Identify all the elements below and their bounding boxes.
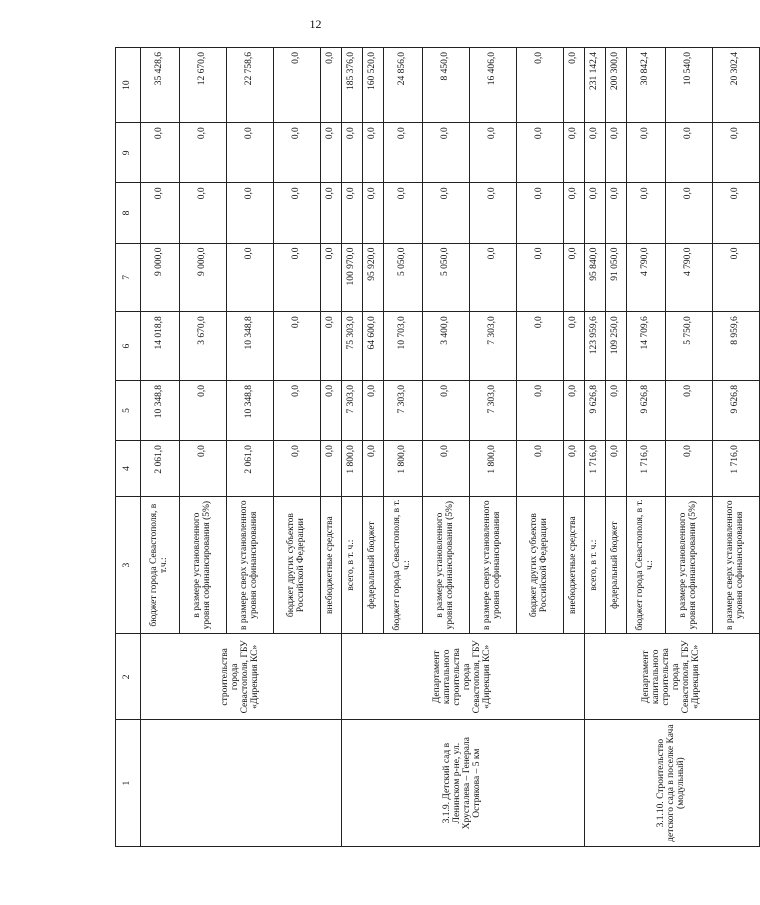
amount-cell: 0,0 — [342, 123, 363, 183]
amount-cell: 3 400,0 — [423, 312, 470, 381]
amount-cell: 0,0 — [321, 441, 342, 497]
funding-source-cell: бюджет города Севастополя, в т.ч.: — [141, 496, 180, 633]
amount-cell: 0,0 — [227, 183, 274, 243]
amount-cell: 0,0 — [713, 183, 760, 243]
amount-cell: 0,0 — [141, 183, 180, 243]
amount-cell: 0,0 — [180, 441, 227, 497]
amount-cell: 4 790,0 — [627, 243, 666, 312]
header-cell: 8 — [116, 183, 141, 243]
header-cell: 6 — [116, 312, 141, 381]
amount-cell: 9 626,8 — [627, 380, 666, 440]
amount-cell: 2 061,0 — [227, 441, 274, 497]
amount-cell: 5 050,0 — [384, 243, 423, 312]
amount-cell: 5 750,0 — [666, 312, 713, 381]
funding-source-cell: внебюджетные средства — [564, 496, 585, 633]
funding-source-cell: в размере установленного уровня софинансирования (5%) — [666, 496, 713, 633]
amount-cell: 7 303,0 — [384, 380, 423, 440]
amount-cell: 0,0 — [666, 380, 713, 440]
table-row — [141, 48, 180, 847]
amount-cell: 0,0 — [606, 123, 627, 183]
funding-source-cell: бюджет города Севастополя, в т. ч.: — [627, 496, 666, 633]
amount-cell: 0,0 — [564, 312, 585, 381]
amount-cell: 0,0 — [564, 380, 585, 440]
amount-cell: 35 428,6 — [141, 48, 180, 123]
amount-cell: 0,0 — [423, 123, 470, 183]
financing-table — [115, 47, 760, 847]
amount-cell: 231 142,4 — [585, 48, 606, 123]
amount-cell: 0,0 — [517, 380, 564, 440]
amount-cell: 0,0 — [423, 183, 470, 243]
header-cell: 1 — [116, 720, 141, 847]
page-number: 12 — [309, 17, 322, 31]
amount-cell: 0,0 — [517, 123, 564, 183]
rotated-table-frame — [115, 47, 745, 847]
amount-cell: 0,0 — [363, 441, 384, 497]
funding-source-cell: всего, в т. ч.: — [342, 496, 363, 633]
amount-cell: 10 348,8 — [141, 380, 180, 440]
amount-cell: 91 050,0 — [606, 243, 627, 312]
amount-cell: 0,0 — [227, 243, 274, 312]
amount-cell: 0,0 — [606, 183, 627, 243]
header-cell: 2 — [116, 634, 141, 720]
amount-cell: 1 716,0 — [713, 441, 760, 497]
amount-cell: 0,0 — [274, 123, 321, 183]
amount-cell: 0,0 — [180, 123, 227, 183]
amount-cell: 0,0 — [141, 123, 180, 183]
funding-source-cell: бюджет города Севастополя, в т. ч.: — [384, 496, 423, 633]
funding-source-cell: в размере сверх установленного уровня софинансирования — [713, 496, 760, 633]
amount-cell: 0,0 — [384, 123, 423, 183]
amount-cell: 0,0 — [321, 123, 342, 183]
measure-name-cell — [141, 720, 342, 847]
funding-source-cell: в размере сверх установленного уровня софинансирования — [470, 496, 517, 633]
executor-cell: Департамент капитального строительства города Севастополя, ГБУ «Дирекция КС» — [342, 634, 585, 720]
amount-cell: 0,0 — [666, 441, 713, 497]
amount-cell: 0,0 — [321, 48, 342, 123]
amount-cell: 100 970,0 — [342, 243, 363, 312]
amount-cell: 0,0 — [470, 243, 517, 312]
amount-cell: 0,0 — [606, 441, 627, 497]
amount-cell: 7 303,0 — [470, 312, 517, 381]
amount-cell: 0,0 — [517, 48, 564, 123]
amount-cell: 9 000,0 — [141, 243, 180, 312]
amount-cell: 9 626,8 — [585, 380, 606, 440]
amount-cell: 1 800,0 — [342, 441, 363, 497]
amount-cell: 0,0 — [627, 183, 666, 243]
amount-cell: 1 716,0 — [627, 441, 666, 497]
table-body — [141, 48, 760, 847]
amount-cell: 1 716,0 — [585, 441, 606, 497]
amount-cell: 22 758,6 — [227, 48, 274, 123]
amount-cell: 20 302,4 — [713, 48, 760, 123]
amount-cell: 10 703,0 — [384, 312, 423, 381]
table-row — [342, 48, 363, 847]
amount-cell: 10 348,8 — [227, 312, 274, 381]
amount-cell: 0,0 — [274, 48, 321, 123]
amount-cell: 0,0 — [564, 243, 585, 312]
header-cell: 4 — [116, 441, 141, 497]
amount-cell: 5 050,0 — [423, 243, 470, 312]
amount-cell: 0,0 — [363, 123, 384, 183]
amount-cell: 0,0 — [517, 441, 564, 497]
amount-cell: 0,0 — [363, 380, 384, 440]
amount-cell: 0,0 — [321, 243, 342, 312]
funding-source-cell: в размере сверх установленного уровня софинансирования — [227, 496, 274, 633]
amount-cell: 0,0 — [274, 183, 321, 243]
amount-cell: 12 670,0 — [180, 48, 227, 123]
header-cell: 9 — [116, 123, 141, 183]
funding-source-cell: в размере установленного уровня софинансирования (5%) — [423, 496, 470, 633]
amount-cell: 0,0 — [564, 48, 585, 123]
amount-cell: 14 709,6 — [627, 312, 666, 381]
amount-cell: 0,0 — [606, 380, 627, 440]
amount-cell: 0,0 — [180, 380, 227, 440]
amount-cell: 0,0 — [321, 380, 342, 440]
amount-cell: 0,0 — [517, 312, 564, 381]
amount-cell: 7 303,0 — [342, 380, 363, 440]
executor-cell: строительства города Севастополя, ГБУ «Дирекция КС» — [141, 634, 342, 720]
amount-cell: 16 406,0 — [470, 48, 517, 123]
amount-cell: 75 303,0 — [342, 312, 363, 381]
amount-cell: 95 920,0 — [363, 243, 384, 312]
amount-cell: 8 450,0 — [423, 48, 470, 123]
amount-cell: 2 061,0 — [141, 441, 180, 497]
header-row — [116, 48, 141, 847]
amount-cell: 0,0 — [627, 123, 666, 183]
amount-cell: 0,0 — [470, 183, 517, 243]
amount-cell: 9 626,8 — [713, 380, 760, 440]
amount-cell: 24 856,0 — [384, 48, 423, 123]
amount-cell: 185 376,0 — [342, 48, 363, 123]
amount-cell: 0,0 — [564, 123, 585, 183]
amount-cell: 200 300,0 — [606, 48, 627, 123]
amount-cell: 0,0 — [423, 380, 470, 440]
table-row — [585, 48, 606, 847]
amount-cell: 0,0 — [384, 183, 423, 243]
amount-cell: 0,0 — [321, 183, 342, 243]
amount-cell: 64 600,0 — [363, 312, 384, 381]
measure-name-cell: 3.1.9. Детский сад в Ленинском р-не, ул. Хрусталева – Генерала Острякова – 5 км — [342, 720, 585, 847]
executor-cell: Департамент капитального строительства города Севастополя, ГБУ «Дирекция КС» — [585, 634, 760, 720]
amount-cell: 10 348,8 — [227, 380, 274, 440]
amount-cell: 0,0 — [517, 243, 564, 312]
amount-cell: 0,0 — [564, 183, 585, 243]
funding-source-cell: всего, в т. ч.: — [585, 496, 606, 633]
amount-cell: 0,0 — [342, 183, 363, 243]
amount-cell: 95 840,0 — [585, 243, 606, 312]
amount-cell: 0,0 — [423, 441, 470, 497]
amount-cell: 4 790,0 — [666, 243, 713, 312]
amount-cell: 0,0 — [321, 312, 342, 381]
header-cell: 3 — [116, 496, 141, 633]
amount-cell: 1 800,0 — [470, 441, 517, 497]
amount-cell: 0,0 — [564, 441, 585, 497]
amount-cell: 14 018,8 — [141, 312, 180, 381]
amount-cell: 9 000,0 — [180, 243, 227, 312]
amount-cell: 30 842,4 — [627, 48, 666, 123]
amount-cell: 0,0 — [585, 123, 606, 183]
header-cell: 7 — [116, 243, 141, 312]
amount-cell: 0,0 — [713, 243, 760, 312]
amount-cell: 160 520,0 — [363, 48, 384, 123]
amount-cell: 0,0 — [227, 123, 274, 183]
funding-source-cell: бюджет других субъектов Российской Федерации — [274, 496, 321, 633]
table-container — [115, 47, 745, 847]
amount-cell: 0,0 — [517, 183, 564, 243]
header-cell: 5 — [116, 380, 141, 440]
funding-source-cell: федеральный бюджет — [363, 496, 384, 633]
amount-cell: 1 800,0 — [384, 441, 423, 497]
amount-cell: 123 959,6 — [585, 312, 606, 381]
amount-cell: 0,0 — [180, 183, 227, 243]
funding-source-cell: бюджет других субъектов Российской Федерации — [517, 496, 564, 633]
amount-cell: 0,0 — [274, 243, 321, 312]
funding-source-cell: федеральный бюджет — [606, 496, 627, 633]
amount-cell: 10 540,0 — [666, 48, 713, 123]
header-cell: 10 — [116, 48, 141, 123]
amount-cell: 0,0 — [274, 441, 321, 497]
funding-source-cell: в размере установленного уровня софинансирования (5%) — [180, 496, 227, 633]
amount-cell: 7 303,0 — [470, 380, 517, 440]
funding-source-cell: внебюджетные средства — [321, 496, 342, 633]
amount-cell: 0,0 — [274, 380, 321, 440]
amount-cell: 0,0 — [666, 123, 713, 183]
amount-cell: 0,0 — [363, 183, 384, 243]
amount-cell: 0,0 — [585, 183, 606, 243]
amount-cell: 0,0 — [274, 312, 321, 381]
amount-cell: 109 250,0 — [606, 312, 627, 381]
amount-cell: 0,0 — [470, 123, 517, 183]
amount-cell: 8 959,6 — [713, 312, 760, 381]
measure-name-cell: 3.1.10. Строительство детского сада в поселке Кача (модульный) — [585, 720, 760, 847]
amount-cell: 0,0 — [666, 183, 713, 243]
amount-cell: 3 670,0 — [180, 312, 227, 381]
amount-cell: 0,0 — [713, 123, 760, 183]
